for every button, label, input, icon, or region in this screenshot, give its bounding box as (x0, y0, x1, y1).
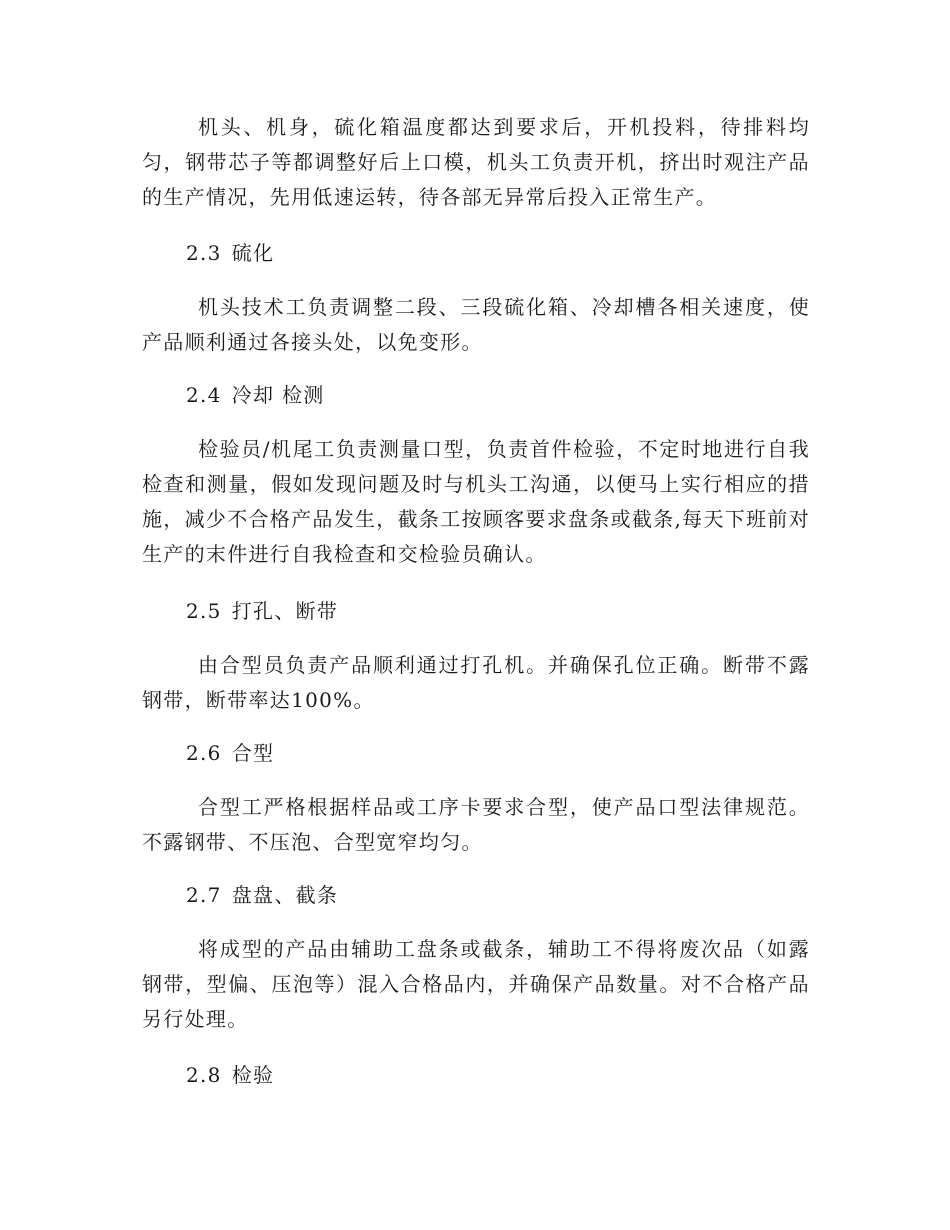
section-heading-2-3 (186, 236, 274, 271)
section-heading-2-7 (186, 878, 338, 913)
section-heading-2-6 (186, 736, 274, 771)
section-heading-2-5 (186, 594, 338, 629)
section-number: 2.4 (186, 383, 222, 407)
section-title: 合型 (231, 741, 275, 765)
section-heading-2-8 (186, 1058, 274, 1093)
section-number: 2.8 (186, 1063, 222, 1087)
section-title: 盘盘、截条 (231, 883, 339, 907)
section-title: 检验 (231, 1063, 275, 1087)
section-heading-2-4 (186, 378, 325, 413)
section-title: 打孔、断带 (231, 599, 339, 623)
paragraph-punching: 由合型员负责产品顺利通过打孔机。并确保孔位正确。断带不露钢带，断带率达100%。 (142, 653, 810, 712)
section-number: 2.6 (186, 741, 222, 765)
paragraph-coiling-cutting: 将成型的产品由辅助工盘条或截条，辅助工不得将废次品（如露钢带，型偏、压泡等）混入合格品内，并确保产品数量。对不合格产品另行处理。 (142, 937, 810, 1031)
section-number: 2.3 (186, 241, 222, 265)
section-title: 冷却 检测 (231, 383, 325, 407)
paragraph-assembly: 合型工严格根据样品或工序卡要求合型，使产品口型法律规范。不露钢带、不压泡、合型宽窄均匀。 (142, 795, 810, 854)
paragraph-cooling-inspection: 检验员/机尾工负责测量口型，负责首件检验，不定时地进行自我检查和测量，假如发现问题及时与机头工沟通，以便马上实行相应的措施，减少不合格产品发生，截条工按顾客要求盘条或截条,每天下班前对生产的末件进行自我检查和交检验员确认。 (142, 437, 810, 566)
section-number: 2.7 (186, 883, 222, 907)
section-title: 硫化 (231, 241, 275, 265)
section-number: 2.5 (186, 599, 222, 623)
paragraph-vulcanization: 机头技术工负责调整二段、三段硫化箱、冷却槽各相关速度，使产品顺利通过各接头处，以免变形。 (142, 295, 810, 354)
paragraph-extrusion-start: 机头、机身，硫化箱温度都达到要求后，开机投料，待排料均匀，钢带芯子等都调整好后上口模，机头工负责开机，挤出时观注产品的生产情况，先用低速运转，待各部无异常后投入正常生产。 (142, 115, 810, 209)
